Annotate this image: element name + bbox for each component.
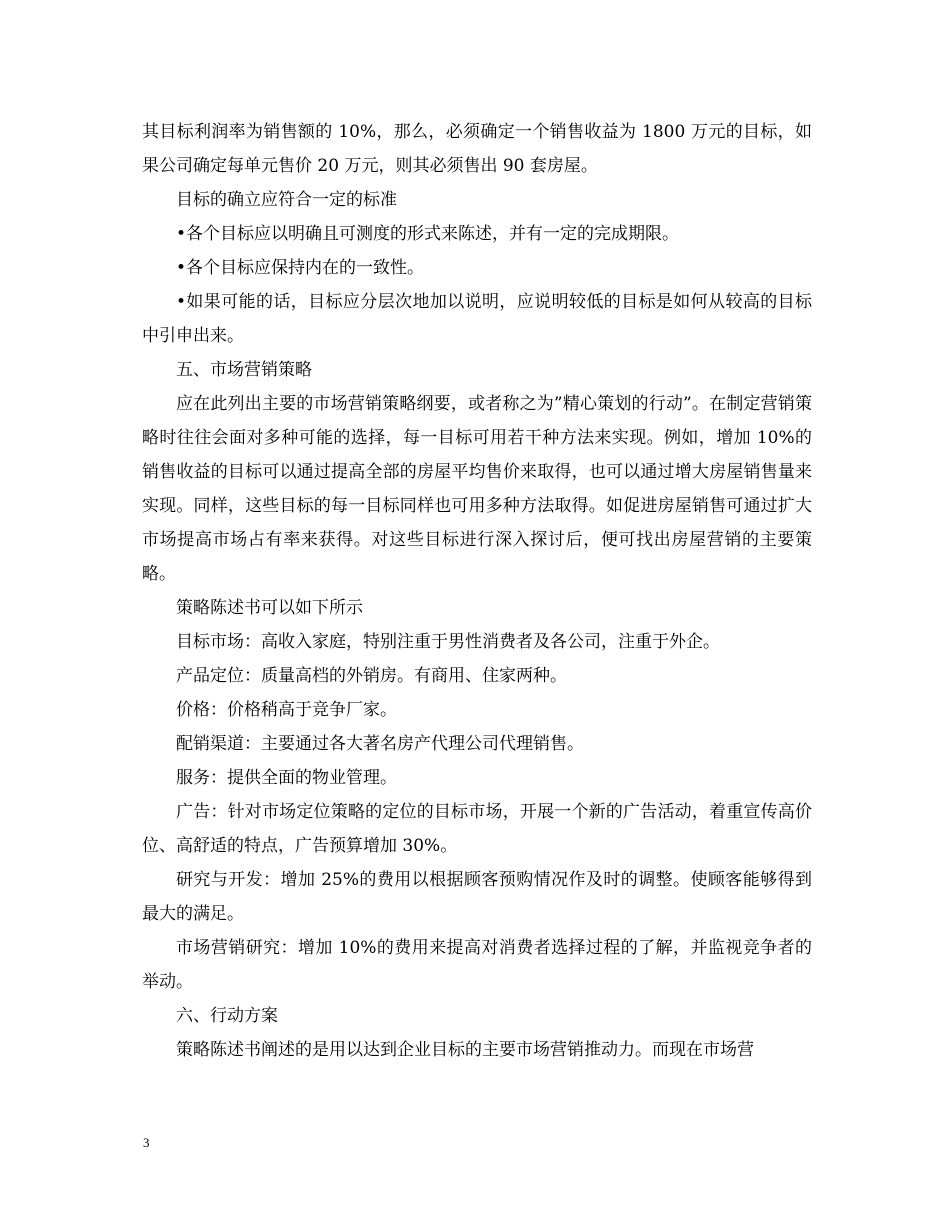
section-heading-action-plan: 六、行动方案 — [176, 1006, 278, 1026]
strategy-item-marketing-research: 市场营销研究：增加 10%的费用来提高对消费者选择过程的了解，并监视竞争者的举动。 — [142, 938, 812, 992]
document-body — [142, 115, 812, 1067]
paragraph-action-plan: 策略陈述书阐述的是用以达到企业目标的主要市场营销推动力。而现在市场营 — [176, 1040, 754, 1060]
strategy-item-positioning: 产品定位：质量高档的外销房。有商用、住家两种。 — [176, 666, 567, 686]
strategy-item-distribution: 配销渠道：主要通过各大著名房产代理公司代理销售。 — [176, 734, 584, 754]
strategy-item-research-development: 研究与开发：增加 25%的费用以根据顾客预购情况作及时的调整。使顾客能够得到最大的满足。 — [142, 870, 812, 924]
bullet-hierarchical-objectives: •如果可能的话，目标应分层次地加以说明，应说明较低的目标是如何从较高的目标中引申出来。 — [142, 292, 812, 346]
strategy-item-service: 服务：提供全面的物业管理。 — [176, 768, 397, 788]
strategy-item-advertising: 广告：针对市场定位策略的定位的目标市场，开展一个新的广告活动，着重宣传高价位、高舒适的特点，广告预算增加 30%。 — [142, 802, 812, 856]
paragraph-objective-standards: 目标的确立应符合一定的标准 — [176, 190, 397, 210]
bullet-measurable-objectives: •各个目标应以明确且可测度的形式来陈述，并有一定的完成期限。 — [176, 224, 680, 244]
strategy-item-price: 价格：价格稍高于竞争厂家。 — [176, 700, 397, 720]
bullet-consistent-objectives: •各个目标应保持内在的一致性。 — [176, 258, 425, 278]
paragraph-strategy-outline: 应在此列出主要的市场营销策略纲要，或者称之为”精心策划的行动”。在制定营销策略时往往会面对多种可能的选择，每一目标可用若干种方法来实现。例如，增加 10%的销售收益的目标可以通过提高全部的房屋平均售价来取得，也可以通过增大房屋销售量来实现。同样，这些目标的每一目标同样也可用多种方法取得。如促进房屋销售可通过扩大市场提高市场占有率来获得。对这些目标进行深入探讨后，便可找出房屋营销的主要策略。 — [142, 394, 812, 584]
section-heading-marketing-strategy: 五、市场营销策略 — [176, 360, 312, 380]
paragraph-target-profit: 其目标利润率为销售额的 10%，那么，必须确定一个销售收益为 1800 万元的目标，如果公司确定每单元售价 20 万元，则其必须售出 90 套房屋。 — [142, 122, 812, 176]
strategy-item-target-market: 目标市场：高收入家庭，特别注重于男性消费者及各公司，注重于外企。 — [176, 632, 720, 652]
page-number: 3 — [143, 1135, 150, 1150]
paragraph-strategy-statement: 策略陈述书可以如下所示 — [176, 598, 363, 618]
